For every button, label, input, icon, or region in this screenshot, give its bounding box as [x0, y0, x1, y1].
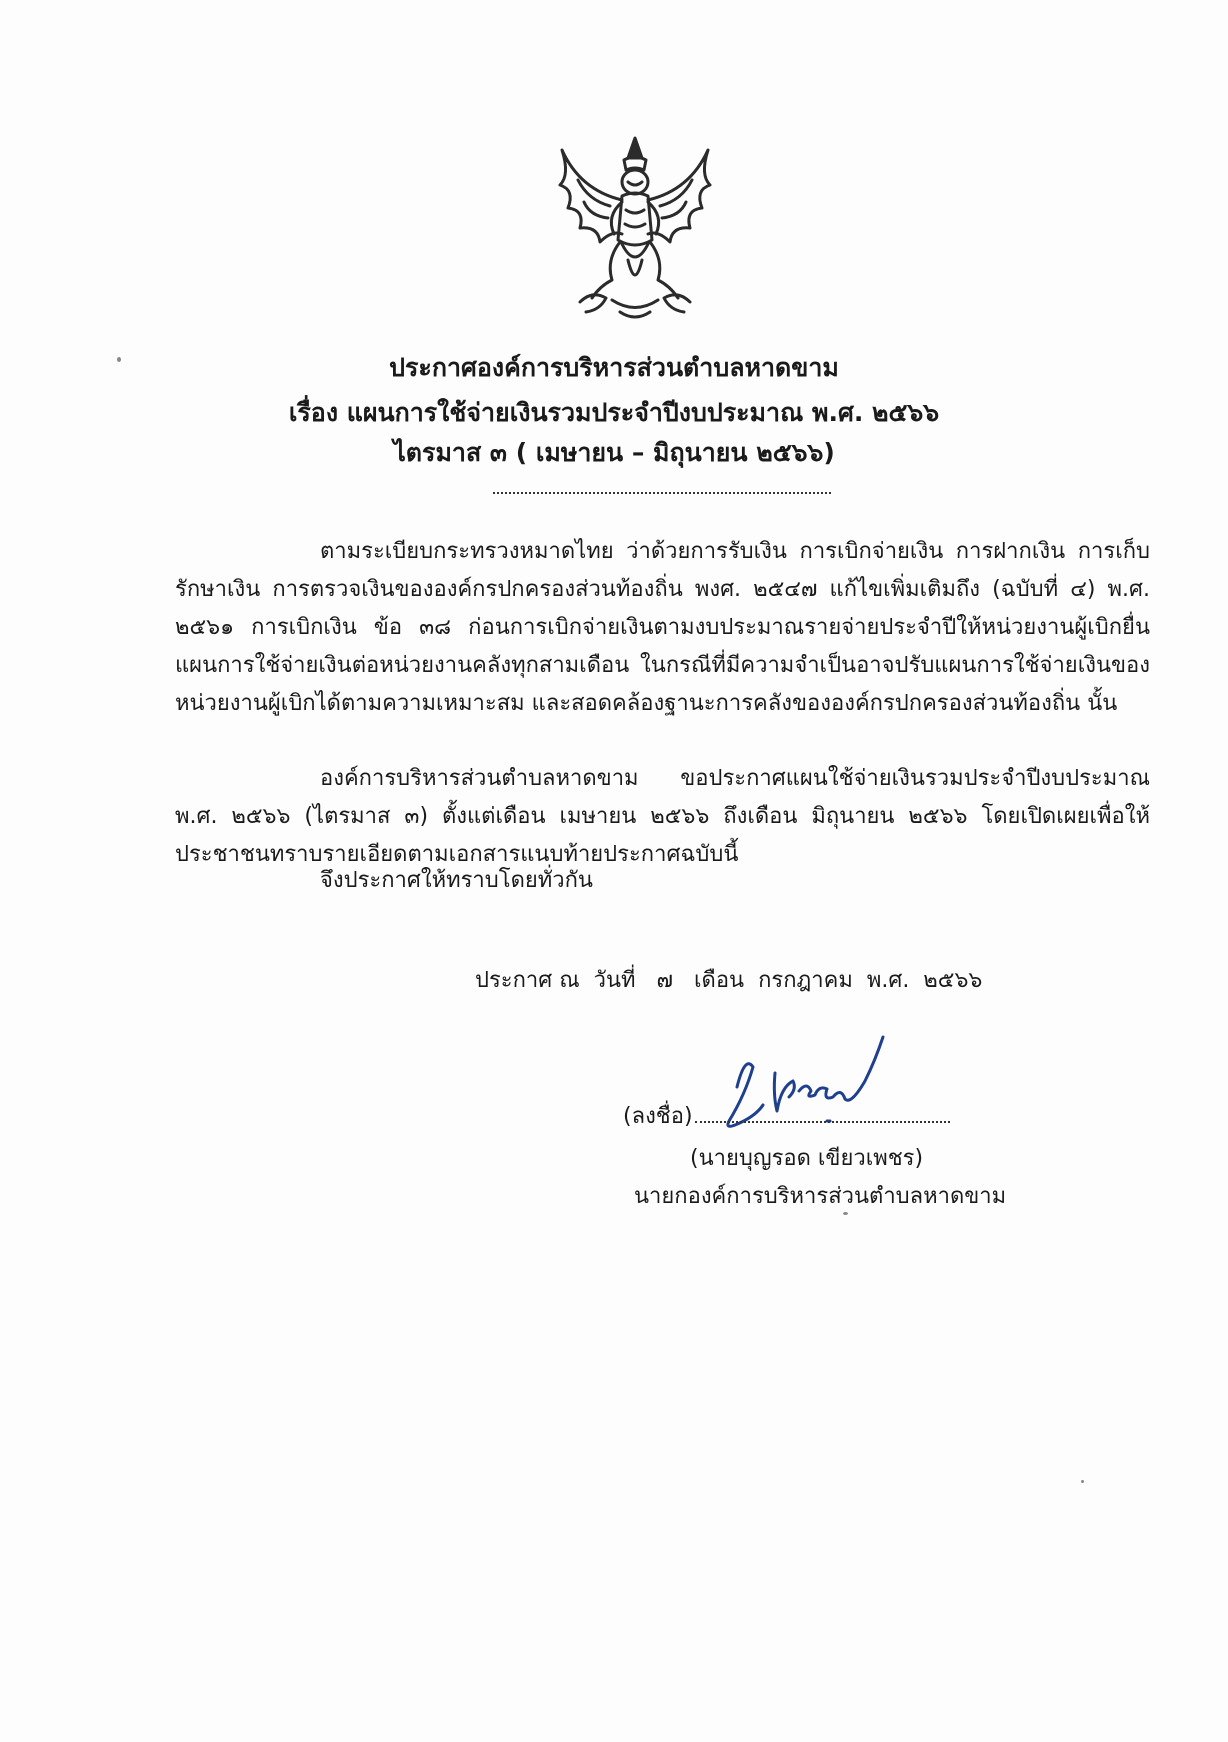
announcement-subject: เรื่อง แผนการใช้จ่ายเงินรวมประจำปีงบประมาณ พ.ศ. ๒๕๖๖ [288, 398, 940, 427]
signature-line [623, 1098, 950, 1133]
signer-name: (นายบุญรอด เขียวเพชร) [690, 1146, 924, 1171]
scan-speck [843, 1212, 848, 1215]
dotted-divider [493, 492, 831, 494]
announcement-quarter: ไตรมาส ๓ ( เมษายน – มิถุนายน ๒๕๖๖) [393, 438, 835, 467]
garuda-emblem-icon [540, 130, 730, 325]
sign-label: (ลงชื่อ) [623, 1104, 693, 1129]
announcement-title: ประกาศองค์การบริหารส่วนตำบลหาดขาม [389, 353, 839, 382]
signer-position: นายกองค์การบริหารส่วนตำบลหาดขาม [634, 1184, 1007, 1209]
body-paragraph-3: จึงประกาศให้ทราบโดยทั่วกัน [320, 868, 593, 893]
body-paragraph-1: ตามระเบียบกระทรวงหมาดไทย ว่าด้วยการรับเงิน การเบิกจ่ายเงิน การฝากเงิน การเก็บรักษาเงิน การตรวจเงินขององค์กรปกครองส่วนท้องถิ่น พงศ. ๒๕๔๗ แก้ไขเพิ่มเติมถึง (ฉบับที่ ๔) พ.ศ. ๒๕๖๑ การเบิกเงิน ข้อ ๓๘ ก่อนการเบิกจ่ายเงินตามงบประมาณรายจ่ายประจำปีให้หน่วยงานผู้เบิกยื่นแผนการใช้จ่ายเงินต่อหน่วยงานคลังทุกสามเดือน ในกรณีที่มีความจำเป็นอาจปรับแผนการใช้จ่ายเงินของหน่วยงานผู้เบิกได้ตามความเหมาะสม และสอดคล้องฐานะการคลังขององค์กรปกครองส่วนท้องถิ่น นั้น [175, 539, 1150, 716]
body-paragraph-2: องค์การบริหารส่วนตำบลหาดขาม ขอประกาศแผนใช้จ่ายเงินรวมประจำปีงบประมาณ พ.ศ. ๒๕๖๖ (ไตรมาส ๓) ตั้งแต่เดือน เมษายน ๒๕๖๖ ถึงเดือน มิถุนายน ๒๕๖๖ โดยเปิดเผยเพื่อให้ประชาชนทราบรายเอียดตามเอกสารแนบท้ายประกาศฉบับนี้ [175, 766, 1150, 867]
scan-speck [1081, 1480, 1084, 1483]
announcement-date: ประกาศ ณ วันที่ ๗ เดือน กรกฎาคม พ.ศ. ๒๕๖๖ [475, 968, 983, 993]
signature-dotted-line [695, 1103, 950, 1123]
scan-speck [117, 357, 121, 362]
